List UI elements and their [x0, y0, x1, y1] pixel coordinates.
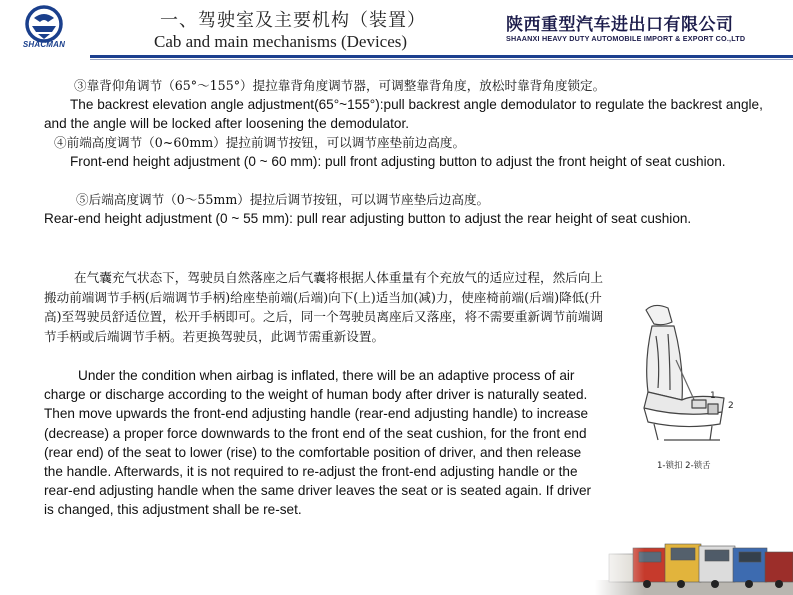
- front-height-text-en: Front-end height adjustment (0 ~ 60 mm): pull front adjusting button to adjust the front height of seat cushion.: [70, 154, 726, 169]
- page-title-en: Cab and main mechanisms (Devices): [154, 32, 408, 51]
- rear-height-text-cn: ⑤后端高度调节（0～55mm）提拉后调节按钮，可以调节座垫后边高度。: [76, 192, 490, 207]
- seat-illustration-icon: [624, 300, 744, 450]
- figure-caption: 1-锁扣 2-锁舌: [657, 461, 711, 471]
- airbag-text-en: Under the condition when airbag is inflated, there will be an adaptive process of air charge or discharge according to the weight of human body after driver is naturally seated. Then move upwards the front-end adjusting handle (rear-end adjusting handle) to increase (decrease) a proper force downwards to the front end of the seat cushion, for the front end (rear end) of the seat to lower (rise) to the comfortable position of driver, and then release the handle. Afterwards, it is not required to re-adjust the front-end adjusting handle or the rear-end adjusting handle when the same driver leaves the seat or is seated again. If driver is changed, this adjustment shall be re-set.: [44, 368, 592, 518]
- rear-height-text-en: Rear-end height adjustment (0 ~ 55 mm): pull rear adjusting button to adjust the rear height of seat cushion.: [44, 211, 692, 226]
- front-height-text-cn: ④前端高度调节（0~60mm）提拉前调节按钮，可以调节座垫前边高度。: [54, 135, 466, 150]
- page-title-cn: 一、驾驶室及主要机构（装置）: [160, 10, 426, 31]
- backrest-text-en: The backrest elevation angle adjustment(65°~155°):pull backrest angle demodulator to regulate the backrest angle, and the angle will be locked after loosening the demodulator.: [44, 97, 763, 131]
- airbag-text-cn: 在气囊充气状态下，驾驶员自然落座之后气囊将根据人体重量有个充放气的适应过程，然后向上搬动前端调节手柄(后端调节手柄)给座垫前端(后端)向下(上)适当加(减)力，使座椅前端(后端)降低(升高)至驾驶员舒适位置，松开手柄即可。之后，同一个驾驶员离座后又落座，将不需要重新调节前端调节手柄或后端调节手柄。若更换驾驶员，此调节需重新设置。: [44, 270, 604, 344]
- header-rule: [90, 55, 793, 58]
- company-name-en: SHAANXI HEAVY DUTY AUTOMOBILE IMPORT & EXPORT CO.,LTD: [506, 34, 746, 43]
- figure-label-1: 1: [710, 391, 716, 401]
- company-name-cn: 陕西重型汽车进出口有限公司: [506, 15, 734, 35]
- page-header: [0, 0, 793, 58]
- backrest-text-cn: ③靠背仰角调节（65°～155°）提拉靠背角度调节器，可调整靠背角度，放松时靠背角度锁定。: [74, 78, 606, 93]
- figure-label-2: 2: [728, 401, 734, 411]
- header-rule-thin: [90, 59, 793, 60]
- logo-text: SHACMAN: [22, 40, 66, 49]
- truck-lineup-icon: [595, 530, 793, 595]
